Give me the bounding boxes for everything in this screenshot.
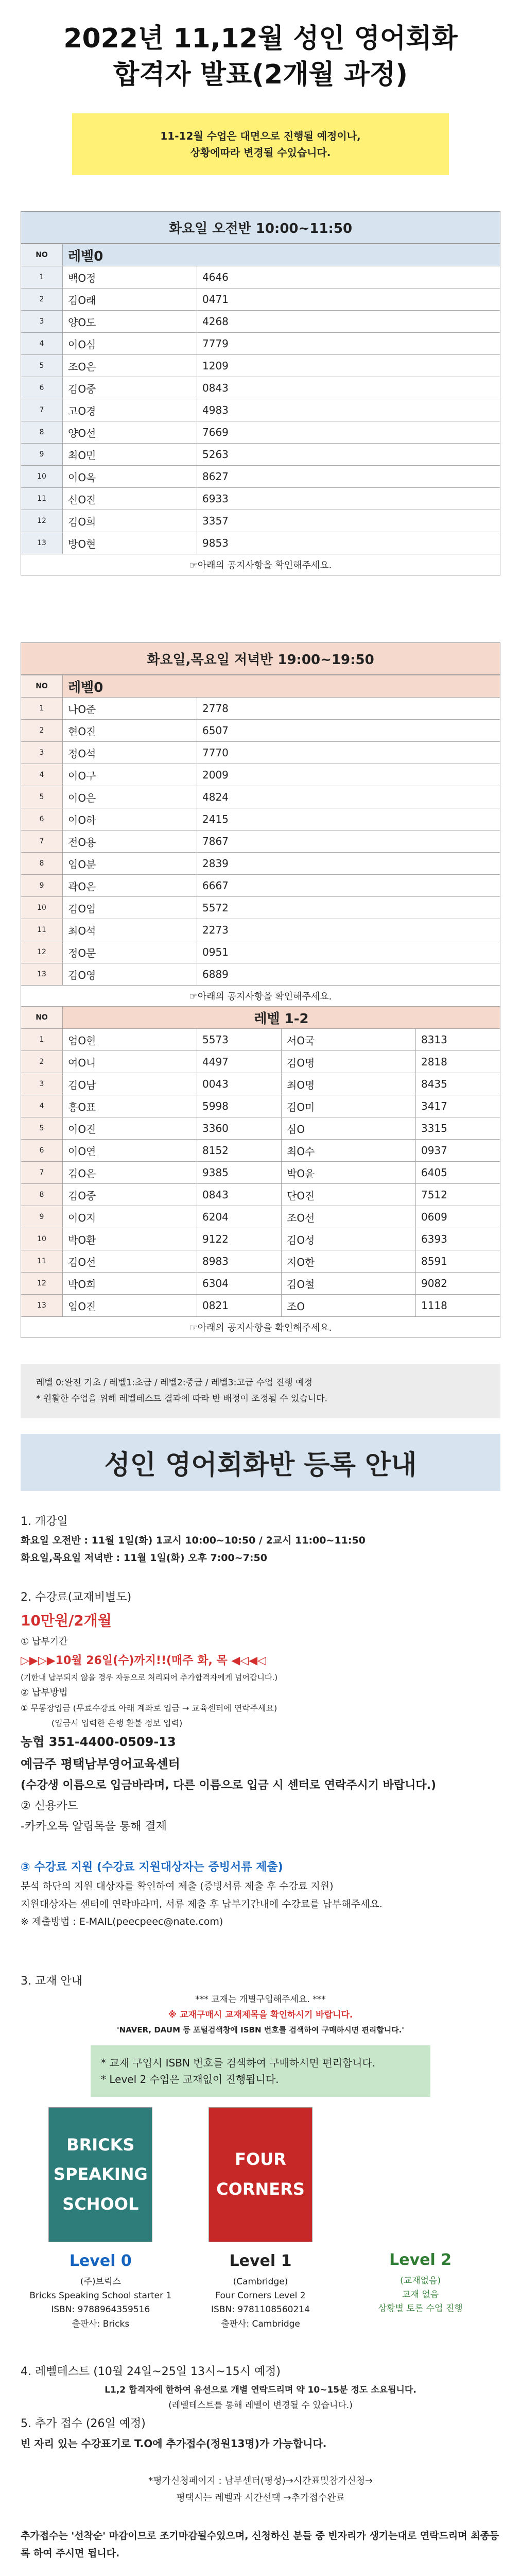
- table-row: [21, 786, 500, 808]
- student-code: 6889: [197, 963, 500, 986]
- row-number: 5: [21, 786, 63, 808]
- student-code: 6304: [197, 1273, 282, 1295]
- student-name: 양O도: [63, 311, 197, 333]
- student-code: 6933: [197, 488, 500, 510]
- student-name: 고O경: [63, 399, 197, 421]
- row-number: 6: [21, 377, 63, 399]
- student-code: 5572: [197, 897, 500, 919]
- fee-support-desc2: 지원대상자는 센터에 연락바라며, 서류 제출 후 납부기간내에 수강료를 납부해주세요.: [21, 1898, 383, 1910]
- student-code: 7867: [197, 831, 500, 853]
- row-number: 4: [21, 333, 63, 355]
- row-number: 7: [21, 399, 63, 421]
- student-name: 심O: [282, 1117, 416, 1140]
- apply-path1: *평가신청페이지 : 남부센터(평성)→시간표및참가신청→: [148, 2476, 373, 2487]
- student-name: 김O명: [282, 1051, 416, 1073]
- student-code: 2818: [416, 1051, 500, 1073]
- level-guide-line2: * 원활한 수업을 위해 레벨테스트 결과에 따라 반 배정이 조정될 수 있습니다.: [36, 1393, 328, 1404]
- row-number: 9: [21, 1206, 63, 1228]
- row-number: 13: [21, 1295, 63, 1317]
- student-code: 8152: [197, 1140, 282, 1162]
- student-code: 5998: [197, 1095, 282, 1117]
- table-row: [21, 1295, 500, 1317]
- textbook-note1: *** 교재는 개별구입해주세요. ***: [195, 1994, 326, 2005]
- additional-first-come: 추가접수는 '선착순' 마감이므로 조기마감될수있으며, 신청하신 분들 중 빈자리가 생기는대로 연락드리며 최종등록 하여 주시면 됩니다.: [21, 2530, 499, 2559]
- student-code: 8627: [197, 466, 500, 488]
- student-code: 8983: [197, 1250, 282, 1273]
- row-number: 10: [21, 466, 63, 488]
- additional-note: 빈 자리 있는 수강표기로 T.O에 추가접수(정원13명)가 가능합니다.: [21, 2437, 327, 2450]
- book-desc1: (Cambridge): [233, 2276, 288, 2287]
- student-name: 현O진: [63, 720, 197, 742]
- table-row: [21, 941, 500, 963]
- table-row: [21, 444, 500, 466]
- student-name: 정O문: [63, 941, 197, 963]
- student-name: 김O성: [282, 1228, 416, 1250]
- student-name: 이O구: [63, 764, 197, 786]
- book-level: Level 0: [69, 2251, 132, 2270]
- payment-deadline: ▷▶▷▶10월 26일(수)까지!!(매주 화, 목 ◀◁◀◁: [21, 1654, 267, 1667]
- row-number: 8: [21, 1184, 63, 1206]
- student-name: 백O정: [63, 266, 197, 289]
- student-name: 곽O은: [63, 875, 197, 897]
- table-row: [21, 1095, 500, 1117]
- student-name: 이O심: [63, 333, 197, 355]
- apply-path2: 평택시는 레벨과 시간선택 →추가접수완료: [176, 2492, 345, 2503]
- table-row: [21, 1206, 500, 1228]
- book-desc3: ISBN: 9781108560214: [211, 2304, 310, 2315]
- student-code: 6507: [197, 720, 500, 742]
- row-number: 7: [21, 831, 63, 853]
- student-name: 이O하: [63, 808, 197, 831]
- level-test-note1: L1,2 합격자에 한하여 유선으로 개별 연락드리며 약 10~15분 정도 소요됩니다.: [105, 2384, 416, 2395]
- student-name: 홍O표: [63, 1095, 197, 1117]
- registration-title: 성인 영어회화반 등록 안내: [21, 1434, 500, 1491]
- book-desc4: 출판사: Bricks: [72, 2318, 130, 2329]
- row-number: 2: [21, 289, 63, 311]
- student-code: 5263: [197, 444, 500, 466]
- notice-line1: 11-12월 수업은 대면으로 진행될 예정이나,: [160, 130, 361, 143]
- student-code: 2273: [197, 919, 500, 941]
- level-guide-line1: 레벨 0:완전 기초 / 레벨1:초급 / 레벨2:중급 / 레벨3:고급 수업 진행 예정: [36, 1378, 312, 1388]
- student-code: 7770: [197, 742, 500, 764]
- book-level: Level 1: [229, 2251, 292, 2270]
- fee-support-email: ※ 제출방법 : E-MAIL(peecpeec@nate.com): [21, 1916, 223, 1927]
- table-row: [21, 266, 500, 289]
- section-textbook: 3. 교재 안내: [21, 1975, 82, 1988]
- table-row: [21, 399, 500, 421]
- student-name: 조O은: [63, 355, 197, 377]
- row-number: 3: [21, 1073, 63, 1095]
- no-header: NO: [21, 244, 63, 266]
- table-row: [21, 875, 500, 897]
- table-row: [21, 1051, 500, 1073]
- table-row: [21, 919, 500, 941]
- student-name: 김O희: [63, 510, 197, 532]
- row-number: 5: [21, 1117, 63, 1140]
- table-row: [21, 1184, 500, 1206]
- student-name: 김O철: [282, 1273, 416, 1295]
- level-label: 레벨0: [63, 244, 500, 266]
- fee-support-desc1: 분석 하단의 지원 대상자를 확인하여 제출 (증빙서류 제출 후 수강료 지원): [21, 1880, 334, 1892]
- payment-period-label: ① 납부기간: [21, 1636, 68, 1648]
- payment-deadline-note: (기한내 납부되지 않을 경우 자동으로 처리되어 추가합격자에게 넘어갑니다.): [21, 1673, 278, 1683]
- table-row: [21, 1117, 500, 1140]
- student-name: 박O윤: [282, 1162, 416, 1184]
- student-code: 1209: [197, 355, 500, 377]
- payment-method-label: ② 납부방법: [21, 1687, 68, 1699]
- textbook-list: [21, 2107, 500, 2331]
- table-row: [21, 897, 500, 919]
- table-row: [21, 1162, 500, 1184]
- book-desc3: ISBN: 9788964359516: [51, 2304, 150, 2315]
- level-header-row: [21, 1007, 500, 1029]
- section-additional: 5. 추가 접수 (26일 예정): [21, 2417, 146, 2431]
- green-note2: * Level 2 수업은 교재없이 진행됩니다.: [101, 2073, 279, 2086]
- student-code: 9853: [197, 532, 500, 554]
- student-name: 이O진: [63, 1117, 197, 1140]
- table-row: [21, 1273, 500, 1295]
- book-desc2: Bricks Speaking School starter 1: [29, 2291, 172, 2301]
- level-guide: [21, 1364, 500, 1418]
- student-name: 최O석: [63, 919, 197, 941]
- student-name: 조O선: [282, 1206, 416, 1228]
- student-name: 김O임: [63, 897, 197, 919]
- student-code: 0471: [197, 289, 500, 311]
- book-desc1: (주)브릭스: [80, 2276, 121, 2287]
- row-number: 11: [21, 1250, 63, 1273]
- table-row: [21, 720, 500, 742]
- row-number: 3: [21, 311, 63, 333]
- student-code: 7669: [197, 421, 500, 444]
- table-row: [21, 421, 500, 444]
- fee-support-label: ③ 수강료 지원 (수강료 지원대상자는 증빙서류 제출): [21, 1860, 283, 1874]
- row-number: 1: [21, 698, 63, 720]
- student-name: 이O연: [63, 1140, 197, 1162]
- level-test-note2: (레벨테스트를 통해 레벨이 변경될 수 있습니다.): [168, 2400, 353, 2411]
- notice-box: [72, 113, 449, 175]
- opening-morning: 화요일 오전반 : 11월 1일(화) 1교시 10:00~10:50 / 2교시 11:00~11:50: [21, 1535, 366, 1547]
- table-row: [21, 1250, 500, 1273]
- student-name: 이O옥: [63, 466, 197, 488]
- table-row: [21, 333, 500, 355]
- row-number: 6: [21, 808, 63, 831]
- table-row: [21, 311, 500, 333]
- student-name: 최O수: [282, 1140, 416, 1162]
- student-name: 최O명: [282, 1073, 416, 1095]
- student-name: 여O니: [63, 1051, 197, 1073]
- student-name: 이O은: [63, 786, 197, 808]
- row-number: 13: [21, 963, 63, 986]
- table-tue-thu-evening: [21, 642, 500, 1338]
- deposit-note: (수강생 이름으로 입금바라며, 다른 이름으로 입금 시 센터로 연락주시기 바랍니다.): [21, 1779, 437, 1792]
- row-number: 2: [21, 1051, 63, 1073]
- row-number: 6: [21, 1140, 63, 1162]
- section-opening: 1. 개강일: [21, 1515, 68, 1528]
- book-desc2: 교재 없음: [402, 2290, 439, 2300]
- student-code: 3357: [197, 510, 500, 532]
- session-title: 화요일,목요일 저녁반 19:00~19:50: [21, 642, 500, 675]
- account-holder: 예금주 평택남부영어교육센터: [21, 1757, 180, 1772]
- student-name: 최O민: [63, 444, 197, 466]
- level-label: 레벨0: [63, 675, 500, 698]
- student-code: 6204: [197, 1206, 282, 1228]
- book-desc2: Four Corners Level 2: [215, 2291, 306, 2301]
- table-row: [21, 698, 500, 720]
- row-number: 1: [21, 266, 63, 289]
- student-code: 7779: [197, 333, 500, 355]
- section-fee: 2. 수강료(교재비별도): [21, 1591, 132, 1604]
- student-code: 4497: [197, 1051, 282, 1073]
- student-code: 0843: [197, 377, 500, 399]
- student-code: 8313: [416, 1029, 500, 1051]
- student-code: 3315: [416, 1117, 500, 1140]
- book-desc1: (교재없음): [400, 2275, 441, 2286]
- bank-account: 농협 351-4400-0509-13: [21, 1735, 176, 1750]
- book-level0: [28, 2107, 172, 2331]
- student-code: 9082: [416, 1273, 500, 1295]
- page-title-line1: 2022년 11,12월 성인 영어회화: [63, 23, 458, 54]
- table-row: [21, 808, 500, 831]
- student-code: 2415: [197, 808, 500, 831]
- section-level-test: 4. 레벨테스트 (10월 24일~25일 13시~15시 예정): [21, 2365, 281, 2379]
- table-row: [21, 1140, 500, 1162]
- page-title-line2: 합격자 발표(2개월 과정): [113, 59, 408, 91]
- page-title: [0, 21, 521, 93]
- no-header: NO: [21, 675, 63, 698]
- registration-content: [21, 1512, 500, 2562]
- row-number: 9: [21, 444, 63, 466]
- student-code: 1118: [416, 1295, 500, 1317]
- no-header: NO: [21, 1007, 63, 1029]
- book-cover-image: FOUR CORNERS: [209, 2107, 312, 2242]
- textbook-note2: ※ 교재구매시 교재제목을 확인하시기 바랍니다.: [168, 2010, 353, 2021]
- student-name: 임O진: [63, 1295, 197, 1317]
- table-row: [21, 377, 500, 399]
- student-code: 4268: [197, 311, 500, 333]
- session-title: 화요일 오전반 10:00~11:50: [21, 211, 500, 244]
- textbook-green-box: [91, 2045, 430, 2097]
- student-name: 박O희: [63, 1273, 197, 1295]
- row-number: 9: [21, 875, 63, 897]
- student-name: 정O석: [63, 742, 197, 764]
- book-level1: [188, 2107, 333, 2331]
- student-name: 김O영: [63, 963, 197, 986]
- payment-method-bank: ① 무통장입금 (무료수강료 아래 계좌로 입금 → 교육센터에 연락주세요): [21, 1703, 277, 1714]
- student-name: 임O분: [63, 853, 197, 875]
- table-tuesday-morning: [21, 211, 500, 575]
- row-number: 12: [21, 510, 63, 532]
- student-name: 신O진: [63, 488, 197, 510]
- table-row: [21, 1228, 500, 1250]
- student-code: 4824: [197, 786, 500, 808]
- student-name: 양O선: [63, 421, 197, 444]
- student-code: 8591: [416, 1250, 500, 1273]
- student-name: 단O진: [282, 1184, 416, 1206]
- student-name: 박O환: [63, 1228, 197, 1250]
- table-row: [21, 532, 500, 554]
- student-name: 서O국: [282, 1029, 416, 1051]
- row-number: 12: [21, 1273, 63, 1295]
- student-code: 4646: [197, 266, 500, 289]
- student-code: 3417: [416, 1095, 500, 1117]
- student-code: 9122: [197, 1228, 282, 1250]
- row-number: 7: [21, 1162, 63, 1184]
- green-note1: * 교재 구입시 ISBN 번호를 검색하여 구매하시면 편리합니다.: [101, 2056, 376, 2069]
- row-number: 3: [21, 742, 63, 764]
- student-code: 0821: [197, 1295, 282, 1317]
- book-desc3: 상황별 토론 수업 진행: [378, 2303, 463, 2314]
- row-number: 2: [21, 720, 63, 742]
- table-row: [21, 510, 500, 532]
- book-level: Level 2: [389, 2250, 452, 2269]
- student-name: 이O지: [63, 1206, 197, 1228]
- opening-evening: 화요일,목요일 저녁반 : 11월 1일(화) 오후 7:00~7:50: [21, 1552, 267, 1564]
- student-name: 조O: [282, 1295, 416, 1317]
- table-row: [21, 289, 500, 311]
- student-name: 김O선: [63, 1250, 197, 1273]
- student-code: 6393: [416, 1228, 500, 1250]
- textbook-note3: 'NAVER, DAUM 등 포털검색창에 ISBN 번호를 검색하여 구매하시면 편리합니다.': [116, 2025, 405, 2035]
- row-number: 10: [21, 1228, 63, 1250]
- student-code: 6667: [197, 875, 500, 897]
- student-code: 6405: [416, 1162, 500, 1184]
- student-name: 김O은: [63, 1162, 197, 1184]
- student-code: 0609: [416, 1206, 500, 1228]
- payment-method-bank-note: (입금시 입력한 은행 환불 정보 입력): [51, 1718, 183, 1728]
- student-code: 2778: [197, 698, 500, 720]
- table-footnote: ☞아래의 공지사항을 확인해주세요.: [21, 1317, 500, 1338]
- level-header-row: [21, 244, 500, 266]
- book-cover-image: BRICKS SPEAKING SCHOOL: [48, 2107, 152, 2242]
- book-level2: [349, 2107, 493, 2331]
- student-name: 전O용: [63, 831, 197, 853]
- row-number: 12: [21, 941, 63, 963]
- table-row: [21, 488, 500, 510]
- student-code: 0043: [197, 1073, 282, 1095]
- table-row: [21, 1073, 500, 1095]
- table-footnote: ☞아래의 공지사항을 확인해주세요.: [21, 986, 500, 1007]
- student-code: 0951: [197, 941, 500, 963]
- notice-line2: 상황에따라 변경될 수있습니다.: [190, 146, 331, 159]
- row-number: 11: [21, 488, 63, 510]
- row-number: 1: [21, 1029, 63, 1051]
- row-number: 4: [21, 1095, 63, 1117]
- student-code: 8435: [416, 1073, 500, 1095]
- row-number: 10: [21, 897, 63, 919]
- student-name: 김O미: [282, 1095, 416, 1117]
- student-code: 0843: [197, 1184, 282, 1206]
- row-number: 8: [21, 853, 63, 875]
- table-row: [21, 764, 500, 786]
- student-name: 나O준: [63, 698, 197, 720]
- table-row: [21, 831, 500, 853]
- book-desc4: 출판사: Cambridge: [221, 2318, 300, 2329]
- table-footnote: ☞아래의 공지사항을 확인해주세요.: [21, 554, 500, 575]
- student-code: 0937: [416, 1140, 500, 1162]
- student-name: 엄O현: [63, 1029, 197, 1051]
- payment-card-label: ② 신용카드: [21, 1800, 78, 1813]
- table-row: [21, 355, 500, 377]
- student-code: 9385: [197, 1162, 282, 1184]
- table-row: [21, 466, 500, 488]
- row-number: 11: [21, 919, 63, 941]
- student-name: 김O중: [63, 1184, 197, 1206]
- row-number: 5: [21, 355, 63, 377]
- student-name: 김O중: [63, 377, 197, 399]
- student-name: 방O현: [63, 532, 197, 554]
- table-row: [21, 1029, 500, 1051]
- student-code: 5573: [197, 1029, 282, 1051]
- student-name: 김O래: [63, 289, 197, 311]
- row-number: 4: [21, 764, 63, 786]
- student-code: 4983: [197, 399, 500, 421]
- fee-amount: 10만원/2개월: [21, 1612, 112, 1629]
- student-code: 7512: [416, 1184, 500, 1206]
- table-row: [21, 742, 500, 764]
- student-code: 2839: [197, 853, 500, 875]
- level-label: 레벨 1-2: [63, 1007, 500, 1029]
- level-header-row: [21, 675, 500, 698]
- table-row: [21, 853, 500, 875]
- student-name: 김O남: [63, 1073, 197, 1095]
- hero: [0, 0, 521, 98]
- student-code: 3360: [197, 1117, 282, 1140]
- row-number: 8: [21, 421, 63, 444]
- payment-card-desc: -카카오톡 알림톡을 통해 결제: [21, 1820, 167, 1833]
- student-code: 2009: [197, 764, 500, 786]
- table-row: [21, 963, 500, 986]
- student-name: 지O한: [282, 1250, 416, 1273]
- row-number: 13: [21, 532, 63, 554]
